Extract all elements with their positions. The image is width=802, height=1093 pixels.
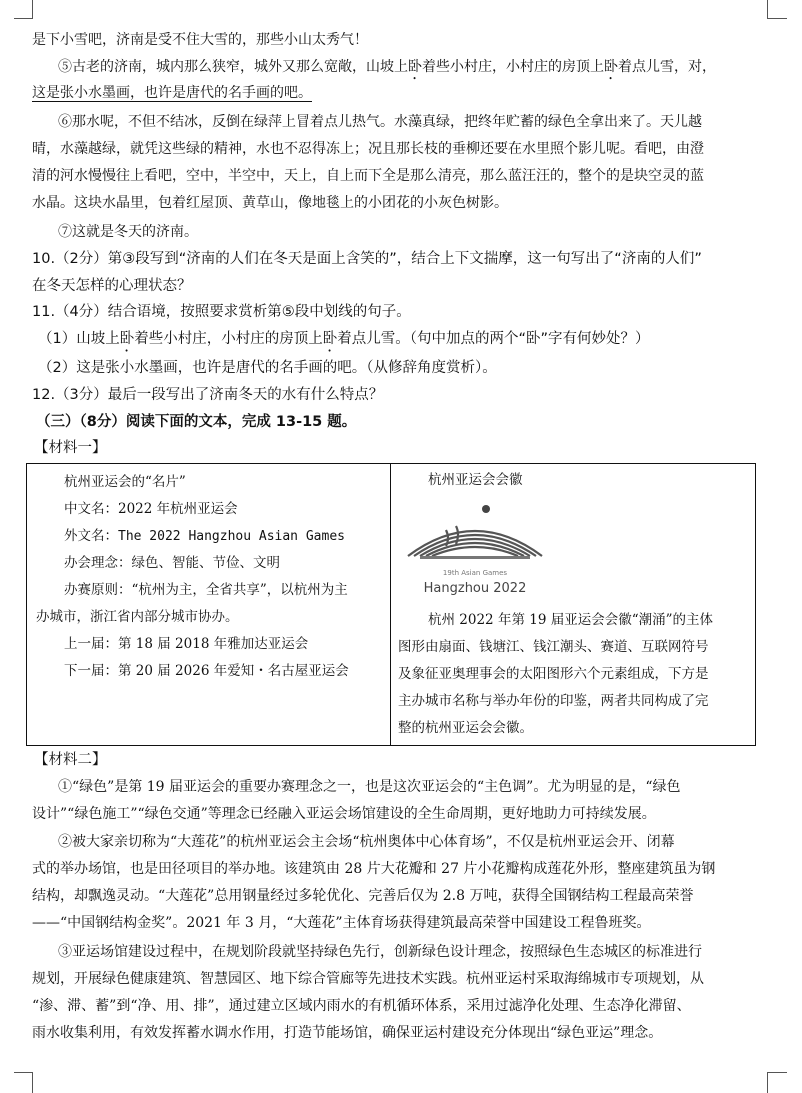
passage-line bbox=[58, 57, 770, 83]
foreign-name bbox=[64, 526, 345, 547]
crop-mark bbox=[767, 18, 787, 19]
emblem-desc: 图形由扇面、钱塘江、钱江潮头、赛道、互联网符号 bbox=[398, 639, 709, 655]
emblem-city-year: Hangzhou 2022 bbox=[423, 581, 527, 596]
card-title: 杭州亚运会的“名片” bbox=[64, 474, 186, 490]
concept: 办会理念：绿色、智能、节俭、文明 bbox=[64, 555, 280, 571]
emphasized-word: 卧 bbox=[408, 59, 422, 75]
underlined-sentence: 这是张小水墨画，也许是唐代的名手画的吧。 bbox=[32, 85, 312, 101]
material-2-line: 结构，却飘逸灵动。“大莲花”总用钢量经过多轮优化、完善后仅为 2.8 万吨，获得全国钢结构工程最高荣誉 bbox=[32, 888, 694, 904]
emblem-desc: 整的杭州亚运会会徽。 bbox=[398, 720, 533, 736]
material-2-line: ①“绿色”是第 19 届亚运会的重要办赛理念之一，也是这次亚运会的“主色调”。尤为明显的是，“绿色 bbox=[58, 779, 681, 795]
crop-mark bbox=[767, 0, 768, 18]
question-11: 11.（4分）结合语境，按照要求赏析第⑤段中划线的句子。 bbox=[32, 304, 411, 320]
crop-mark bbox=[32, 0, 33, 18]
passage-line: 清的河水慢慢往上看吧，空中，半空中，天上，自上而下全是那么清亮，那么蓝汪汪的，整个的是块空灵的蓝 bbox=[32, 168, 704, 184]
crop-mark bbox=[767, 1072, 787, 1073]
crop-mark bbox=[32, 1072, 33, 1093]
emphasized-word: 卧 bbox=[119, 331, 135, 347]
material-2-line: 雨水收集利用，有效发挥蓄水调水作用，打造节能场馆，确保亚运村建设充分体现出“绿色亚运”理念。 bbox=[32, 1025, 663, 1041]
emphasized-word: 卧 bbox=[604, 59, 618, 75]
text-span: 外文名： bbox=[64, 528, 118, 544]
material-2-line: ③亚运场馆建设过程中，在规划阶段就坚持绿色先行，创新绿色设计理念，按照绿色生态城区的标准进行 bbox=[58, 944, 702, 960]
passage-line bbox=[32, 83, 770, 103]
section-3-heading: （三）（8分）阅读下面的文本，完成 13-15 题。 bbox=[36, 414, 357, 430]
passage-line: 水晶。这块水晶里，包着红屋顶、黄草山，像地毯上的小团花的小灰色树影。 bbox=[32, 195, 508, 211]
material-2-line: 规划，开展绿色健康建筑、智慧园区、地下综合管廊等先进技术实践。杭州亚运村采取海绵城市专项规划，从 bbox=[32, 971, 704, 987]
material-2-line: 式的举办场馆，也是田径项目的举办地。该建筑由 28 片大花瓣和 27 片小花瓣构成莲花外形，整座建筑虽为钢 bbox=[32, 861, 716, 877]
material-2-heading: 【材料二】 bbox=[34, 752, 107, 768]
text-span: 着点儿雪，对， bbox=[618, 59, 716, 75]
material-2-line: ——“中国钢结构金奖”。2021 年 3 月，“大莲花”主体育场获得建筑最高荣誉中国建设工程鲁班奖。 bbox=[32, 915, 651, 931]
text-span: 着些小村庄，小村庄的房顶上 bbox=[134, 331, 323, 347]
question-11-part-1 bbox=[38, 329, 770, 355]
crop-mark bbox=[14, 1072, 33, 1073]
passage-line: ⑥那水呢，不但不结冰，反倒在绿萍上冒着点儿热气。水藻真绿，把终年贮蓄的绿色全拿出来了。天儿越 bbox=[58, 114, 702, 130]
passage-line: 晴，水藻越绿，就凭这些绿的精神，水也不忍得冻上；况且那长枝的垂柳还要在水里照个影儿呢。看吧，由澄 bbox=[32, 141, 704, 157]
text-span: 着些小村庄，小村庄的房顶上 bbox=[422, 59, 604, 75]
emblem-title: 杭州亚运会会徽 bbox=[428, 472, 523, 488]
material-2-line: ②被大家亲切称为“大莲花”的杭州亚运会主会场“杭州奥体中心体育场”，不仅是杭州亚运会开、闭幕 bbox=[58, 834, 675, 850]
emphasized-word: 卧 bbox=[322, 331, 338, 347]
question-10-cont: 在冬天怎样的心理状态？ bbox=[32, 278, 192, 294]
question-12: 12.（3分）最后一段写出了济南冬天的水有什么特点？ bbox=[32, 387, 384, 403]
emblem-desc: 主办城市名称与举办年份的印鉴，两者共同构成了完 bbox=[398, 693, 709, 709]
text-span: ⑤古老的济南，城内那么狭窄，城外又那么宽敞，山坡上 bbox=[58, 59, 408, 75]
table-divider bbox=[390, 464, 391, 745]
passage-line: 是下小雪吧，济南是受不住大雪的，那些小山太秀气！ bbox=[32, 32, 368, 48]
hangzhou-emblem-logo bbox=[400, 500, 550, 602]
crop-mark bbox=[767, 1072, 768, 1093]
text-span: 着点儿雪。（句中加点的两个“卧”字有何妙处？） bbox=[337, 331, 650, 347]
text-span: （1）山坡上 bbox=[38, 331, 120, 347]
principle: 办赛原则：“杭州为主，全省共享”，以杭州为主 bbox=[64, 582, 348, 598]
crop-mark bbox=[14, 18, 33, 19]
material-2-line: “渗、滞、蓄”到“净、用、排”，通过建立区域内雨水的有机循环体系，采用过滤净化处理、生态净化滞留、 bbox=[32, 998, 691, 1014]
principle-cont: 办城市，浙江省内部分城市协办。 bbox=[36, 609, 239, 625]
emblem-desc: 及象征亚奥理事会的太阳图形六个元素组成，下方是 bbox=[398, 666, 709, 682]
question-10: 10.（2分）第③段写到“济南的人们在冬天是面上含笑的”，结合上下文揣摩，这一句写出了“济南的人们” bbox=[32, 251, 702, 267]
emblem-small-text: 19th Asian Games bbox=[442, 569, 508, 577]
next-games: 下一届：第 20 届 2026 年爱知・名古屋亚运会 bbox=[64, 663, 349, 679]
question-11-part-2: （2）这是张小水墨画，也许是唐代的名手画的吧。（从修辞角度赏析）。 bbox=[38, 360, 497, 376]
material-1-heading: 【材料一】 bbox=[34, 440, 107, 456]
chinese-name: 中文名：2022 年杭州亚运会 bbox=[64, 501, 238, 517]
emblem-desc: 杭州 2022 年第 19 届亚运会会徽“潮涌”的主体 bbox=[428, 612, 714, 628]
material-2-line: 设计”“绿色施工”“绿色交通”等理念已经融入亚运会场馆建设的全生命周期，更好地助力可持续发展。 bbox=[32, 806, 656, 822]
passage-line: ⑦这就是冬天的济南。 bbox=[58, 224, 198, 240]
english-name: The 2022 Hangzhou Asian Games bbox=[118, 529, 345, 544]
previous-games: 上一届：第 18 届 2018 年雅加达亚运会 bbox=[64, 636, 309, 652]
